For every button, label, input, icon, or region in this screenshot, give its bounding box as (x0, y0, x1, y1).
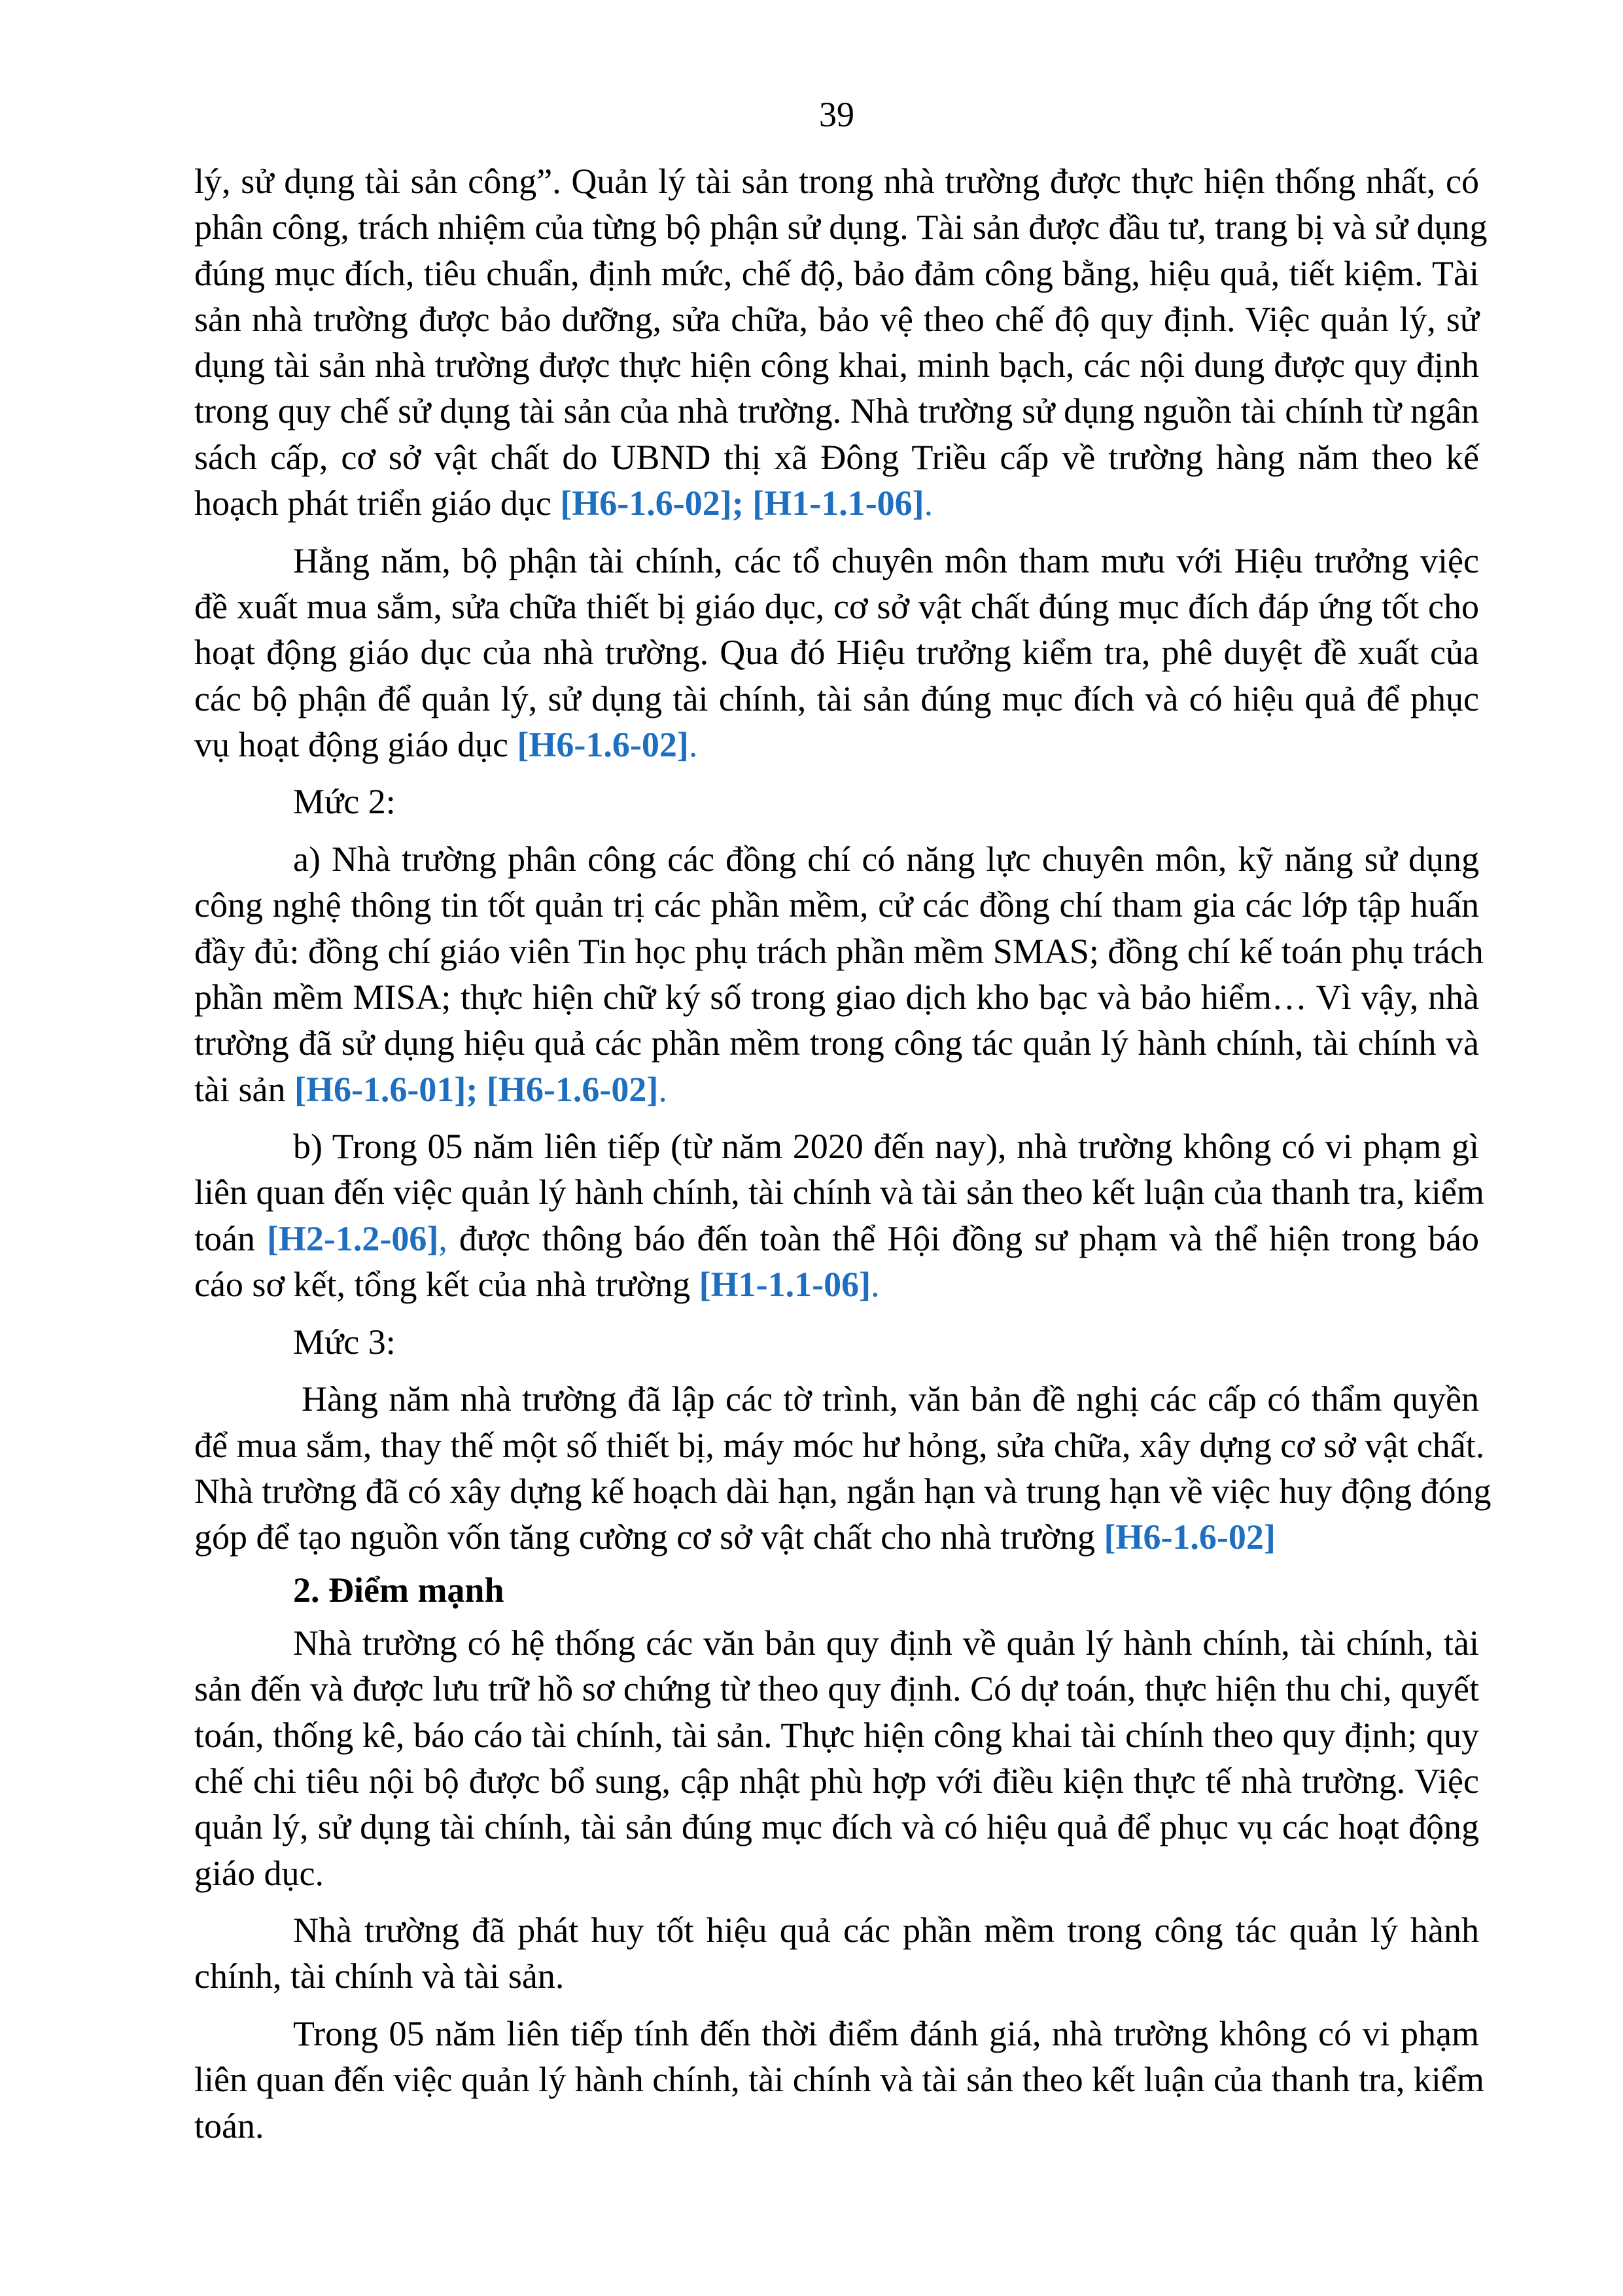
text-line: sản đến và được lưu trữ hồ sơ chứng từ theo quy định. Có dự toán, thực hiện thu chi, quyết (194, 1669, 1479, 1709)
evidence-citation: [H6-1.6-02] (1104, 1517, 1276, 1557)
text-line: các bộ phận để quản lý, sử dụng tài chính, tài sản đúng mục đích và có hiệu quả để phục (194, 679, 1479, 718)
text-run: tài sản (194, 1069, 294, 1109)
paragraph (194, 836, 1484, 1112)
text-line: lý, sử dụng tài sản công”. Quản lý tài sản trong nhà trường được thực hiện thống nhất, có (194, 162, 1479, 201)
text-line: Mức 2: (293, 782, 396, 822)
text-line: hoạt động giáo dục của nhà trường. Qua đó Hiệu trưởng kiểm tra, phê duyệt đề xuất của (194, 633, 1479, 673)
citation-punctuation: . (924, 484, 934, 523)
text-line: Mức 3: (293, 1322, 396, 1362)
text-line: giáo dục. (194, 1853, 324, 1893)
text-line: Nhà trường có hệ thống các văn bản quy định về quản lý hành chính, tài chính, tài (293, 1623, 1479, 1663)
text-line (194, 1067, 1479, 1112)
paragraph (194, 1620, 1479, 1896)
paragraph (194, 1123, 1484, 1307)
text-line (194, 722, 1479, 768)
text-line: Hàng năm nhà trường đã lập các tờ trình, văn bản đề nghị các cấp có thẩm quyền (302, 1379, 1479, 1419)
text-line (194, 1216, 1479, 1262)
text-line: phân công, trách nhiệm của từng bộ phận sử dụng. Tài sản được đầu tư, trang bị và sử dụng (194, 207, 1488, 247)
text-run: được thông báo đến toàn thể Hội đồng sư phạm và thể hiện trong báo (447, 1218, 1479, 1258)
evidence-citation: [H6-1.6-02] (517, 724, 689, 764)
text-run: cáo sơ kết, tổng kết của nhà trường (194, 1265, 699, 1305)
paragraph (194, 1376, 1492, 1560)
text-line: toán, thống kê, báo cáo tài chính, tài sản. Thực hiện công khai tài chính theo quy định; quy (194, 1715, 1479, 1755)
paragraph (194, 538, 1479, 768)
text-line: dụng tài sản nhà trường được thực hiện công khai, minh bạch, các nội dung được quy định (194, 345, 1479, 385)
text-line: sản nhà trường được bảo dưỡng, sửa chữa, bảo vệ theo chế độ quy định. Việc quản lý, sử (194, 299, 1479, 339)
paragraph (194, 1907, 1479, 2000)
text-line: chế chi tiêu nội bộ được bổ sung, cập nhật phù hợp với điều kiện thực tế nhà trường. Việc (194, 1761, 1479, 1801)
level-label (194, 779, 1479, 824)
text-line: Hằng năm, bộ phận tài chính, các tổ chuyên môn tham mưu với Hiệu trưởng việc (293, 540, 1479, 580)
paragraph (194, 2011, 1484, 2149)
evidence-citation: [H6-1.6-01]; [H6-1.6-02] (294, 1069, 659, 1109)
text-line: liên quan đến việc quản lý hành chính, tài chính và tài sản theo kết luận của thanh tra, kiểm (194, 2060, 1484, 2100)
text-line (194, 1262, 1479, 1307)
text-line: chính, tài chính và tài sản. (194, 1956, 565, 1996)
text-line: trong quy chế sử dụng tài sản của nhà trường. Nhà trường sử dụng nguồn tài chính từ ngân (194, 391, 1479, 431)
text-run: hoạch phát triển giáo dục (194, 484, 561, 523)
text-line: Nhà trường đã phát huy tốt hiệu quả các phần mềm trong công tác quản lý hành (293, 1911, 1479, 1951)
text-line (194, 1514, 1479, 1560)
citation-punctuation: , (438, 1218, 447, 1258)
text-line: đề xuất mua sắm, sửa chữa thiết bị giáo dục, cơ sở vật chất đúng mục đích đáp ứng tốt cho (194, 586, 1479, 626)
citation-punctuation: . (871, 1265, 880, 1305)
text-line: để mua sắm, thay thế một số thiết bị, máy móc hư hỏng, sửa chữa, xây dựng cơ sở vật chất. (194, 1425, 1485, 1465)
text-run: toán (194, 1218, 267, 1258)
evidence-citation: [H2-1.2-06] (266, 1218, 439, 1258)
text-line: phần mềm MISA; thực hiện chữ ký số trong giao dịch kho bạc và bảo hiểm… Vì vậy, nhà (194, 977, 1479, 1017)
section-heading (194, 1567, 1479, 1613)
page-number: 39 (819, 95, 854, 134)
text-line (194, 480, 1479, 526)
citation-punctuation: . (658, 1069, 667, 1109)
evidence-citation: [H6-1.6-02]; [H1-1.1-06] (560, 484, 924, 523)
document-body (194, 158, 1492, 2149)
text-line: Nhà trường đã có xây dựng kế hoạch dài hạn, ngắn hạn và trung hạn về việc huy động đóng (194, 1471, 1492, 1511)
text-line: 2. Điểm mạnh (293, 1570, 504, 1610)
citation-punctuation: . (688, 724, 698, 764)
text-line: trường đã sử dụng hiệu quả các phần mềm trong công tác quản lý hành chính, tài chính và (194, 1023, 1479, 1063)
text-line: Trong 05 năm liên tiếp tính đến thời điểm đánh giá, nhà trường không có vi phạm (293, 2014, 1479, 2054)
text-line: quản lý, sử dụng tài chính, tài sản đúng mục đích và có hiệu quả để phục vụ các hoạt động (194, 1807, 1479, 1847)
text-run: góp để tạo nguồn vốn tăng cường cơ sở vật chất cho nhà trường (194, 1517, 1104, 1557)
text-line: công nghệ thông tin tốt quản trị các phần mềm, cử các đồng chí tham gia các lớp tập huấn (194, 885, 1479, 925)
text-line: đầy đủ: đồng chí giáo viên Tin học phụ trách phần mềm SMAS; đồng chí kế toán phụ trách (194, 931, 1484, 971)
evidence-citation: [H1-1.1-06] (699, 1265, 871, 1305)
text-line: sách cấp, cơ sở vật chất do UBND thị xã Đông Triều cấp về trường hàng năm theo kế (194, 437, 1479, 477)
text-line: a) Nhà trường phân công các đồng chí có năng lực chuyên môn, kỹ năng sử dụng (293, 839, 1479, 879)
level-label (194, 1319, 1479, 1365)
text-run: vụ hoạt động giáo dục (194, 724, 517, 764)
paragraph (194, 158, 1488, 526)
text-line: b) Trong 05 năm liên tiếp (từ năm 2020 đến nay), nhà trường không có vi phạm gì (293, 1127, 1479, 1167)
text-line: đúng mục đích, tiêu chuẩn, định mức, chế độ, bảo đảm công bằng, hiệu quả, tiết kiệm. Tài (194, 253, 1479, 293)
text-line: toán. (194, 2106, 264, 2146)
text-line: liên quan đến việc quản lý hành chính, tài chính và tài sản theo kết luận của thanh tra, kiểm (194, 1173, 1484, 1212)
